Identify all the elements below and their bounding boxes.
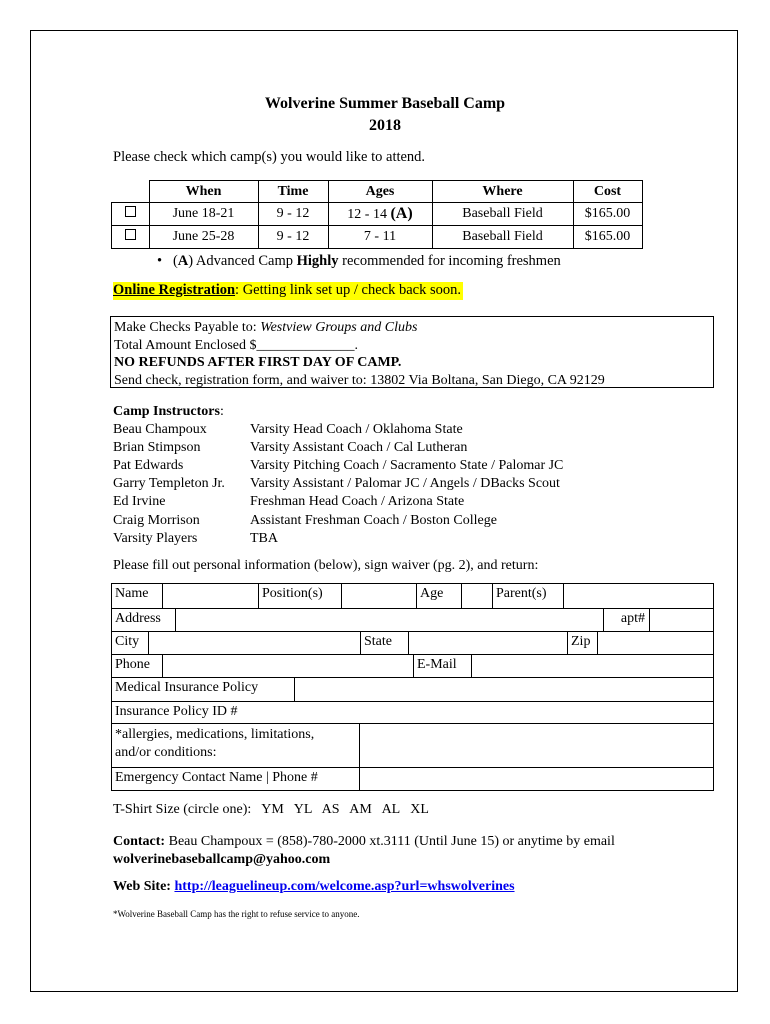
instructor-name: Varsity Players: [113, 530, 198, 546]
camp-1-checkbox-cell[interactable]: [112, 203, 150, 226]
emergency-contact-label: Emergency Contact Name | Phone #: [112, 768, 360, 790]
allergies-label: *allergies, medications, limitations, and/or conditions:: [112, 724, 360, 767]
medical-insurance-label: Medical Insurance Policy: [112, 678, 295, 701]
form-page: [30, 30, 738, 992]
policy-id-field[interactable]: Insurance Policy ID #: [115, 704, 238, 719]
header-where: Where: [432, 181, 573, 203]
title-line-2: 2018: [369, 117, 401, 134]
personal-info-grid: [111, 583, 714, 791]
instructor-role: Assistant Freshman Coach / Boston College: [250, 512, 497, 528]
header-cost: Cost: [573, 181, 642, 203]
address-label: Address: [112, 609, 176, 631]
apt-field[interactable]: [650, 609, 713, 631]
apt-label: apt#: [604, 609, 650, 631]
camp-schedule-table: [111, 180, 643, 249]
advanced-mark: (A): [390, 205, 413, 222]
age-label: Age: [417, 584, 462, 608]
checkbox-icon[interactable]: [125, 229, 136, 240]
online-registration-note: Online Registration: Getting link set up / check back soon.: [113, 282, 461, 298]
website-line: Web Site: http://leaguelineup.com/welcome.asp?url=whswolverines: [113, 879, 515, 894]
list-item: [113, 475, 560, 493]
phone-field[interactable]: [163, 655, 414, 677]
camp-2-checkbox-cell[interactable]: [112, 226, 150, 249]
city-label: City: [112, 632, 149, 654]
intro-text: Please check which camp(s) you would like to attend.: [113, 149, 426, 165]
tshirt-size-line: T-Shirt Size (circle one): YM YL AS AM AL XL: [113, 802, 429, 817]
fill-out-intro: Please fill out personal information (below), sign waiver (pg. 2), and return:: [113, 558, 539, 573]
contact-email[interactable]: wolverinebaseballcamp@yahoo.com: [113, 852, 331, 867]
camp-1-time: 9 - 12: [258, 203, 328, 226]
table-header-row: [112, 181, 643, 203]
list-item: [113, 530, 278, 548]
email-label: E-Mail: [414, 655, 472, 677]
phone-label: Phone: [112, 655, 163, 677]
advanced-note: • (A) Advanced Camp Highly recommended for incoming freshmen: [157, 253, 561, 269]
list-item: [113, 439, 468, 457]
address-field[interactable]: [176, 609, 604, 631]
checkbox-icon[interactable]: [125, 206, 136, 217]
camp-1-cost: $165.00: [573, 203, 642, 226]
instructor-name: Brian Stimpson: [113, 440, 201, 456]
parent-field[interactable]: [564, 584, 713, 608]
state-field[interactable]: [409, 632, 568, 654]
camp-1-ages: 12 - 14 (A): [328, 203, 432, 226]
camp-2-cost: $165.00: [573, 226, 642, 249]
no-refunds-line: NO REFUNDS AFTER FIRST DAY OF CAMP.: [114, 355, 402, 370]
instructor-role: Freshman Head Coach / Arizona State: [250, 494, 465, 510]
camp-2-where: Baseball Field: [432, 226, 573, 249]
instructor-name: Craig Morrison: [113, 512, 200, 528]
header-when: When: [149, 181, 258, 203]
camp-2-ages: 7 - 11: [328, 226, 432, 249]
instructor-role: Varsity Pitching Coach / Sacramento State / Palomar JC: [250, 458, 564, 474]
instructor-role: Varsity Assistant Coach / Cal Lutheran: [250, 440, 468, 456]
instructors-heading: Camp Instructors:: [113, 404, 224, 419]
bullet-icon: •: [157, 253, 163, 269]
email-field[interactable]: [472, 655, 713, 677]
payment-line-2: Total Amount Enclosed $______________.: [114, 337, 359, 353]
camp-1-when: June 18-21: [149, 203, 258, 226]
parent-label: Parent(s): [493, 584, 564, 608]
header-ages: Ages: [328, 181, 432, 203]
payment-address-line: Send check, registration form, and waiver to: 13802 Via Boltana, San Diego, CA 92129: [114, 372, 605, 388]
zip-label: Zip: [568, 632, 598, 654]
payment-line-1: Make Checks Payable to: Westview Groups and Clubs: [114, 320, 418, 335]
medical-insurance-field[interactable]: [295, 678, 713, 701]
disclaimer: *Wolverine Baseball Camp has the right to refuse service to anyone.: [113, 909, 360, 919]
list-item: [113, 421, 463, 439]
list-item: [113, 493, 465, 511]
instructor-role: Varsity Assistant / Palomar JC / Angels / DBacks Scout: [250, 476, 560, 492]
table-row: [112, 226, 643, 249]
list-item: [113, 512, 497, 530]
instructor-role: TBA: [250, 530, 278, 546]
title-line-1: Wolverine Summer Baseball Camp: [264, 95, 506, 112]
instructor-name: Garry Templeton Jr.: [113, 476, 225, 492]
payment-box: [110, 316, 714, 388]
state-label: State: [361, 632, 409, 654]
position-field[interactable]: [342, 584, 417, 608]
table-row: [112, 203, 643, 226]
camp-1-where: Baseball Field: [432, 203, 573, 226]
zip-field[interactable]: [598, 632, 713, 654]
camp-2-when: June 25-28: [149, 226, 258, 249]
age-field[interactable]: [462, 584, 493, 608]
website-link[interactable]: http://leaguelineup.com/welcome.asp?url=whswolverines: [174, 879, 515, 894]
position-label: Position(s): [259, 584, 342, 608]
instructors-list: [113, 421, 564, 548]
list-item: [113, 457, 564, 475]
instructor-role: Varsity Head Coach / Oklahoma State: [250, 422, 463, 438]
name-field[interactable]: [163, 584, 259, 608]
camp-2-time: 9 - 12: [258, 226, 328, 249]
instructor-name: Ed Irvine: [113, 494, 166, 510]
instructor-name: Beau Champoux: [113, 422, 207, 438]
allergies-field[interactable]: [360, 724, 713, 767]
instructors-section: [113, 403, 564, 548]
header-time: Time: [258, 181, 328, 203]
emergency-contact-field[interactable]: [360, 768, 713, 790]
instructor-name: Pat Edwards: [113, 458, 184, 474]
contact-section: Contact: Beau Champoux = (858)-780-2000 xt.3111 (Until June 15) or anytime by email wolverinebaseballcamp@yahoo.com: [113, 834, 615, 867]
name-label: Name: [112, 584, 163, 608]
city-field[interactable]: [149, 632, 361, 654]
